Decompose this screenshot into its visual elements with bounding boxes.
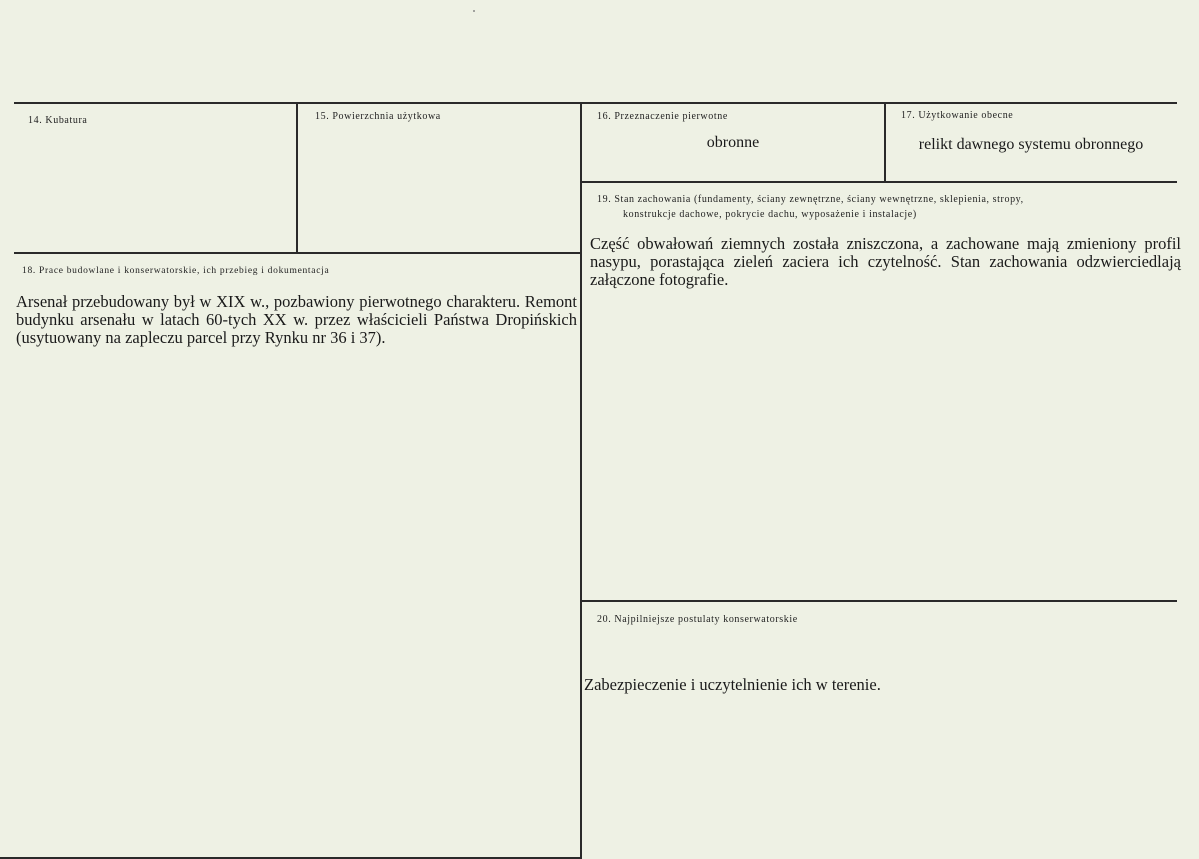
divider-left-right	[580, 103, 582, 859]
field-20-label: 20. Najpilniejsze postulaty konserwatorskie	[597, 614, 798, 625]
field-18-label: 18. Prace budowlane i konserwatorskie, ich przebieg i dokumentacja	[22, 266, 330, 276]
divider-top-row-right	[582, 181, 1177, 183]
field-19-label	[597, 192, 1167, 222]
top-border-line	[14, 102, 1177, 104]
field-15-label: 15. Powierzchnia użytkowa	[315, 111, 441, 122]
divider-top-row-left	[14, 252, 581, 254]
field-19-label-line1: 19. Stan zachowania (fundamenty, ściany zewnętrzne, ściany wewnętrzne, sklepienia, stropy,	[597, 194, 1024, 205]
field-17-value: relikt dawnego systemu obronnego	[918, 136, 1144, 153]
divider-19-20	[582, 600, 1177, 602]
field-20-value: Zabezpieczenie i uczytelnienie ich w terenie.	[584, 675, 881, 694]
divider-14-15	[296, 103, 298, 253]
scan-speck	[473, 10, 475, 12]
field-14-label: 14. Kubatura	[28, 115, 88, 126]
field-16-value: obronne	[706, 134, 760, 151]
field-19-label-line2: konstrukcje dachowe, pokrycie dachu, wyposażenie i instalacje)	[623, 209, 917, 220]
field-19-value: Część obwałowań ziemnych została zniszczona, a zachowane mają zmieniony profil nasypu, porastająca zieleń zaciera ich czytelność. Stan zachowania odzwierciedlają załączone fotografie.	[590, 234, 1181, 289]
field-16-label: 16. Przeznaczenie pierwotne	[597, 111, 728, 122]
field-17-label: 17. Użytkowanie obecne	[901, 110, 1014, 121]
field-18-value: Arsenał przebudowany był w XIX w., pozbawiony pierwotnego charakteru. Remont budynku arsenału w latach 60-tych XX w. przez właścicieli Państwa Dropińskich (usytuowany na zapleczu parcel przy Rynku nr 36 i 37).	[16, 292, 577, 347]
